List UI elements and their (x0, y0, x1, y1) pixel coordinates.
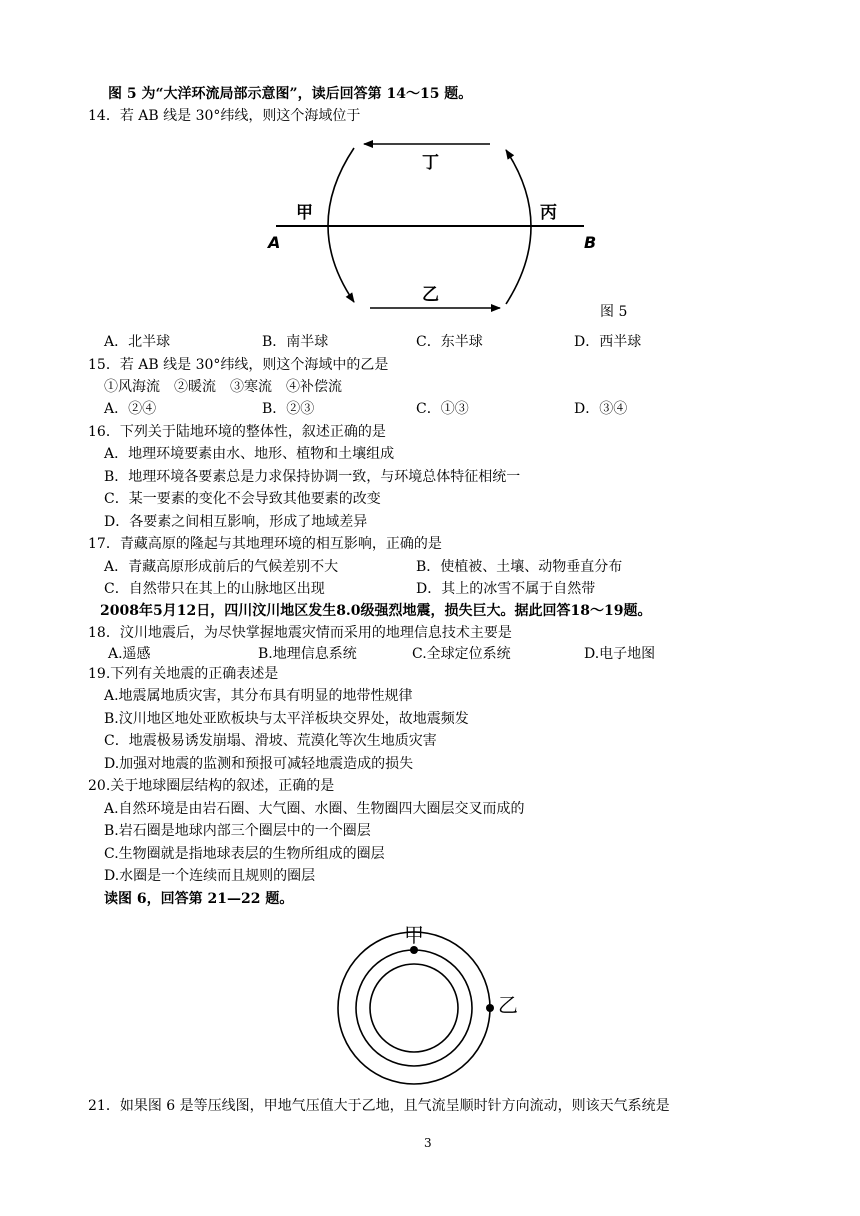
q19-option-a: A.地震属地质灾害，其分布具有明显的地带性规律 (104, 688, 413, 704)
q20-option-a: A.自然环境是由岩石圈、大气圈、水圈、生物圈四大圈层交叉而成的 (104, 801, 525, 817)
outer-circle (338, 932, 490, 1084)
intro-fig5: 图 5 为“大洋环流局部示意图”，读后回答第 14～15 题。 (108, 86, 473, 102)
q15-option-b: B．②③ (262, 401, 315, 417)
q17-option-d: D．其上的冰雪不属于自然带 (416, 581, 596, 597)
q21-stem: 21．如果图 6 是等压线图，甲地气压值大于乙地，且气流呈顺时针方向流动，则该天气系统是 (88, 1098, 670, 1114)
point-jia (410, 946, 418, 954)
page-number: 3 (424, 1136, 432, 1150)
label-bing: 丙 (540, 203, 557, 223)
q18-option-c: C.全球定位系统 (412, 646, 511, 662)
label-b: B (584, 233, 597, 252)
q14-stem: 14．若 AB 线是 30°纬线，则这个海域位于 (88, 108, 361, 124)
q20-option-c: C.生物圈就是指地球表层的生物所组成的圈层 (104, 846, 385, 862)
label-ding: 丁 (422, 153, 439, 173)
q16-option-d: D．各要素之间相互影响，形成了地域差异 (104, 514, 368, 530)
q19-stem: 19.下列有关地震的正确表述是 (88, 666, 279, 682)
point-yi (486, 1004, 494, 1012)
figure-5-ocean-circulation (250, 128, 650, 332)
label-jia: 甲 (296, 203, 313, 223)
q20-option-b: B.岩石圈是地球内部三个圈层中的一个圈层 (104, 823, 371, 839)
label-yi: 乙 (422, 285, 439, 305)
q17-stem: 17．青藏高原的隆起与其地理环境的相互影响，正确的是 (88, 536, 442, 552)
label-yi-fig6: 乙 (498, 993, 518, 1017)
q16-option-c: C．某一要素的变化不会导致其他要素的改变 (104, 491, 381, 507)
q15-option-c: C．①③ (416, 401, 469, 417)
q18-option-b: B.地理信息系统 (258, 646, 357, 662)
q16-option-a: A．地理环境要素由水、地形、植物和土壤组成 (104, 446, 395, 462)
q17-option-a: A．青藏高原形成前后的气候差别不大 (104, 559, 339, 575)
q16-stem: 16．下列关于陆地环境的整体性，叙述正确的是 (88, 424, 386, 440)
inner-circle (370, 964, 458, 1052)
figure-5-caption: 图 5 (600, 304, 628, 320)
middle-circle (356, 950, 472, 1066)
q20-option-d: D.水圈是一个连续而且规则的圈层 (104, 868, 316, 884)
q15-sub-items: ①风海流 ②暖流 ③寒流 ④补偿流 (104, 379, 342, 395)
q18-option-d: D.电子地图 (584, 646, 656, 662)
label-jia-fig6: 甲 (404, 923, 424, 947)
q18-stem: 18．汶川地震后，为尽快掌握地震灾情而采用的地理信息技术主要是 (88, 625, 512, 641)
q19-option-b: B.汶川地区地处亚欧板块与太平洋板块交界处，故地震频发 (104, 711, 469, 727)
q14-option-d: D．西半球 (574, 334, 642, 350)
q17-option-c: C．自然带只在其上的山脉地区出现 (104, 581, 325, 597)
figure-6-concentric-circles (330, 922, 540, 1088)
q14-option-b: B．南半球 (262, 334, 329, 350)
intro-fig6: 读图 6，回答第 21—22 题。 (104, 891, 294, 907)
q15-stem: 15．若 AB 线是 30°纬线，则这个海域中的乙是 (88, 357, 389, 373)
q15-option-d: D．③④ (574, 401, 628, 417)
q19-option-d: D.加强对地震的监测和预报可减轻地震造成的损失 (104, 756, 414, 772)
intro-earthquake: 2008年5月12日，四川汶川地区发生8.0级强烈地震，损失巨大。据此回答18～19题。 (100, 603, 652, 619)
q16-option-b: B．地理环境各要素总是力求保持协调一致，与环境总体特征相统一 (104, 469, 521, 485)
q14-option-a: A．北半球 (104, 334, 171, 350)
q14-option-c: C．东半球 (416, 334, 483, 350)
q20-stem: 20.关于地球圈层结构的叙述，正确的是 (88, 778, 335, 794)
q17-option-b: B．使植被、土壤、动物垂直分布 (416, 559, 623, 575)
q19-option-c: C．地震极易诱发崩塌、滑坡、荒漠化等次生地质灾害 (104, 733, 437, 749)
label-a: A (268, 233, 281, 252)
q15-option-a: A．②④ (104, 401, 157, 417)
q18-option-a: A.遥感 (108, 646, 151, 662)
